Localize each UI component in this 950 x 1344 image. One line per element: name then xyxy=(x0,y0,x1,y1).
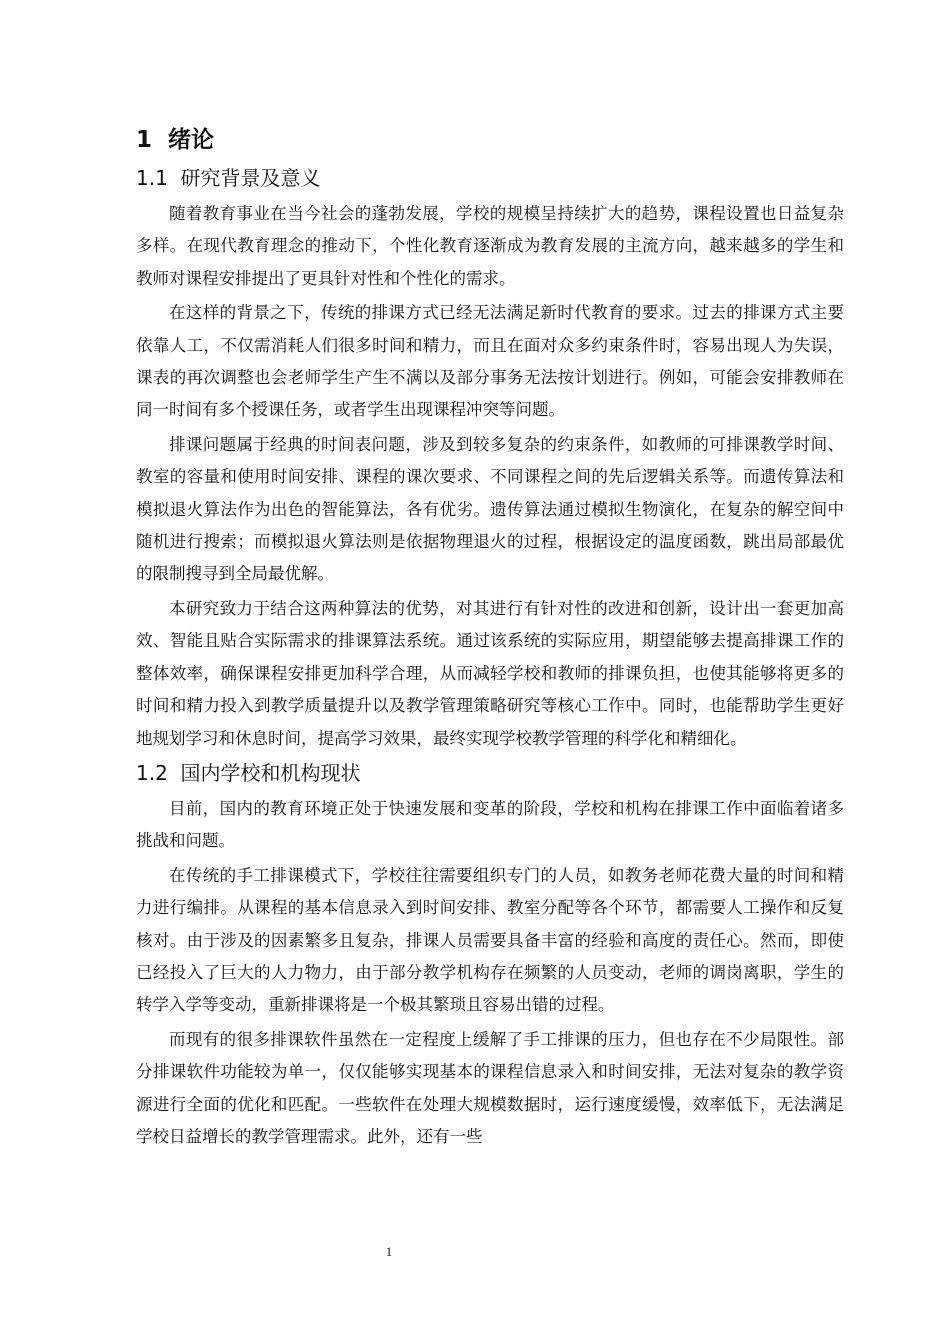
paragraph: 目前，国内的教育环境正处于快速发展和变革的阶段，学校和机构在排课工作中面临着诸多挑战和问题。 xyxy=(136,798,844,851)
page-body xyxy=(136,124,844,1155)
page-number: 1 xyxy=(385,1244,393,1259)
paragraph: 在传统的手工排课模式下，学校往往需要组织专门的人员，如教务老师花费大量的时间和精力进行编排。从课程的基本信息录入到时间安排、教室分配等各个环节，都需要人工操作和反复核对。由于涉及的因素繁多且复杂，排课人员需要具备丰富的经验和高度的责任心。然而，即使已经投入了巨大的人力物力，由于部分教学机构存在频繁的人员变动，老师的调岗离职，学生的转学入学等变动，重新排课将是一个极其繁琐且容易出错的过程。 xyxy=(136,865,844,1015)
chapter-heading xyxy=(136,124,844,156)
chapter-number: 1 xyxy=(136,127,153,153)
paragraph: 本研究致力于结合这两种算法的优势，对其进行有针对性的改进和创新，设计出一套更加高效、智能且贴合实际需求的排课算法系统。通过该系统的实际应用，期望能够去提高排课工作的整体效率，确保课程安排更加科学合理，从而减轻学校和教师的排课负担，也使其能够将更多的时间和精力投入到教学质量提升以及教学管理策略研究等核心工作中。同时，也能帮助学生更好地规划学习和休息时间，提高学习效果，最终实现学校教学管理的科学化和精细化。 xyxy=(136,598,844,748)
paragraph: 随着教育事业在当今社会的蓬勃发展，学校的规模呈持续扩大的趋势，课程设置也日益复杂多样。在现代教育理念的推动下，个性化教育逐渐成为教育发展的主流方向，越来越多的学生和教师对课程安排提出了更具针对性和个性化的需求。 xyxy=(136,204,844,288)
section-heading-1-1 xyxy=(136,164,844,192)
section-title: 国内学校和机构现状 xyxy=(180,760,361,785)
chapter-title: 绪论 xyxy=(168,127,215,153)
page-footer xyxy=(0,1244,950,1260)
section-heading-1-2 xyxy=(136,759,844,787)
paragraph: 排课问题属于经典的时间表问题，涉及到较多复杂的约束条件，如教师的可排课教学时间、教室的容量和使用时间安排、课程的课次要求、不同课程之间的先后逻辑关系等。而遗传算法和模拟退火算法作为出色的智能算法，各有优劣。遗传算法通过模拟生物演化，在复杂的解空间中随机进行搜索；而模拟退火算法则是依据物理退火的过程，根据设定的温度函数，跳出局部最优的限制搜寻到全局最优解。 xyxy=(136,434,844,584)
paragraph: 在这样的背景之下，传统的排课方式已经无法满足新时代教育的要求。过去的排课方式主要依靠人工，不仅需消耗人们很多时间和精力，而且在面对众多约束条件时，容易出现人为失误，课表的再次调整也会老师学生产生不满以及部分事务无法按计划进行。例如，可能会安排教师在同一时间有多个授课任务，或者学生出现课程冲突等问题。 xyxy=(136,303,844,420)
paragraph: 而现有的很多排课软件虽然在一定程度上缓解了手工排课的压力，但也存在不少局限性。部分排课软件功能较为单一，仅仅能够实现基本的课程信息录入和时间安排，无法对复杂的教学资源进行全面的优化和匹配。一些软件在处理大规模数据时，运行速度缓慢，效率低下，无法满足学校日益增长的教学管理需求。此外，还有一些 xyxy=(136,1029,844,1146)
section-number: 1.2 xyxy=(136,760,168,785)
section-number: 1.1 xyxy=(136,166,168,190)
section-title: 研究背景及意义 xyxy=(180,166,321,190)
